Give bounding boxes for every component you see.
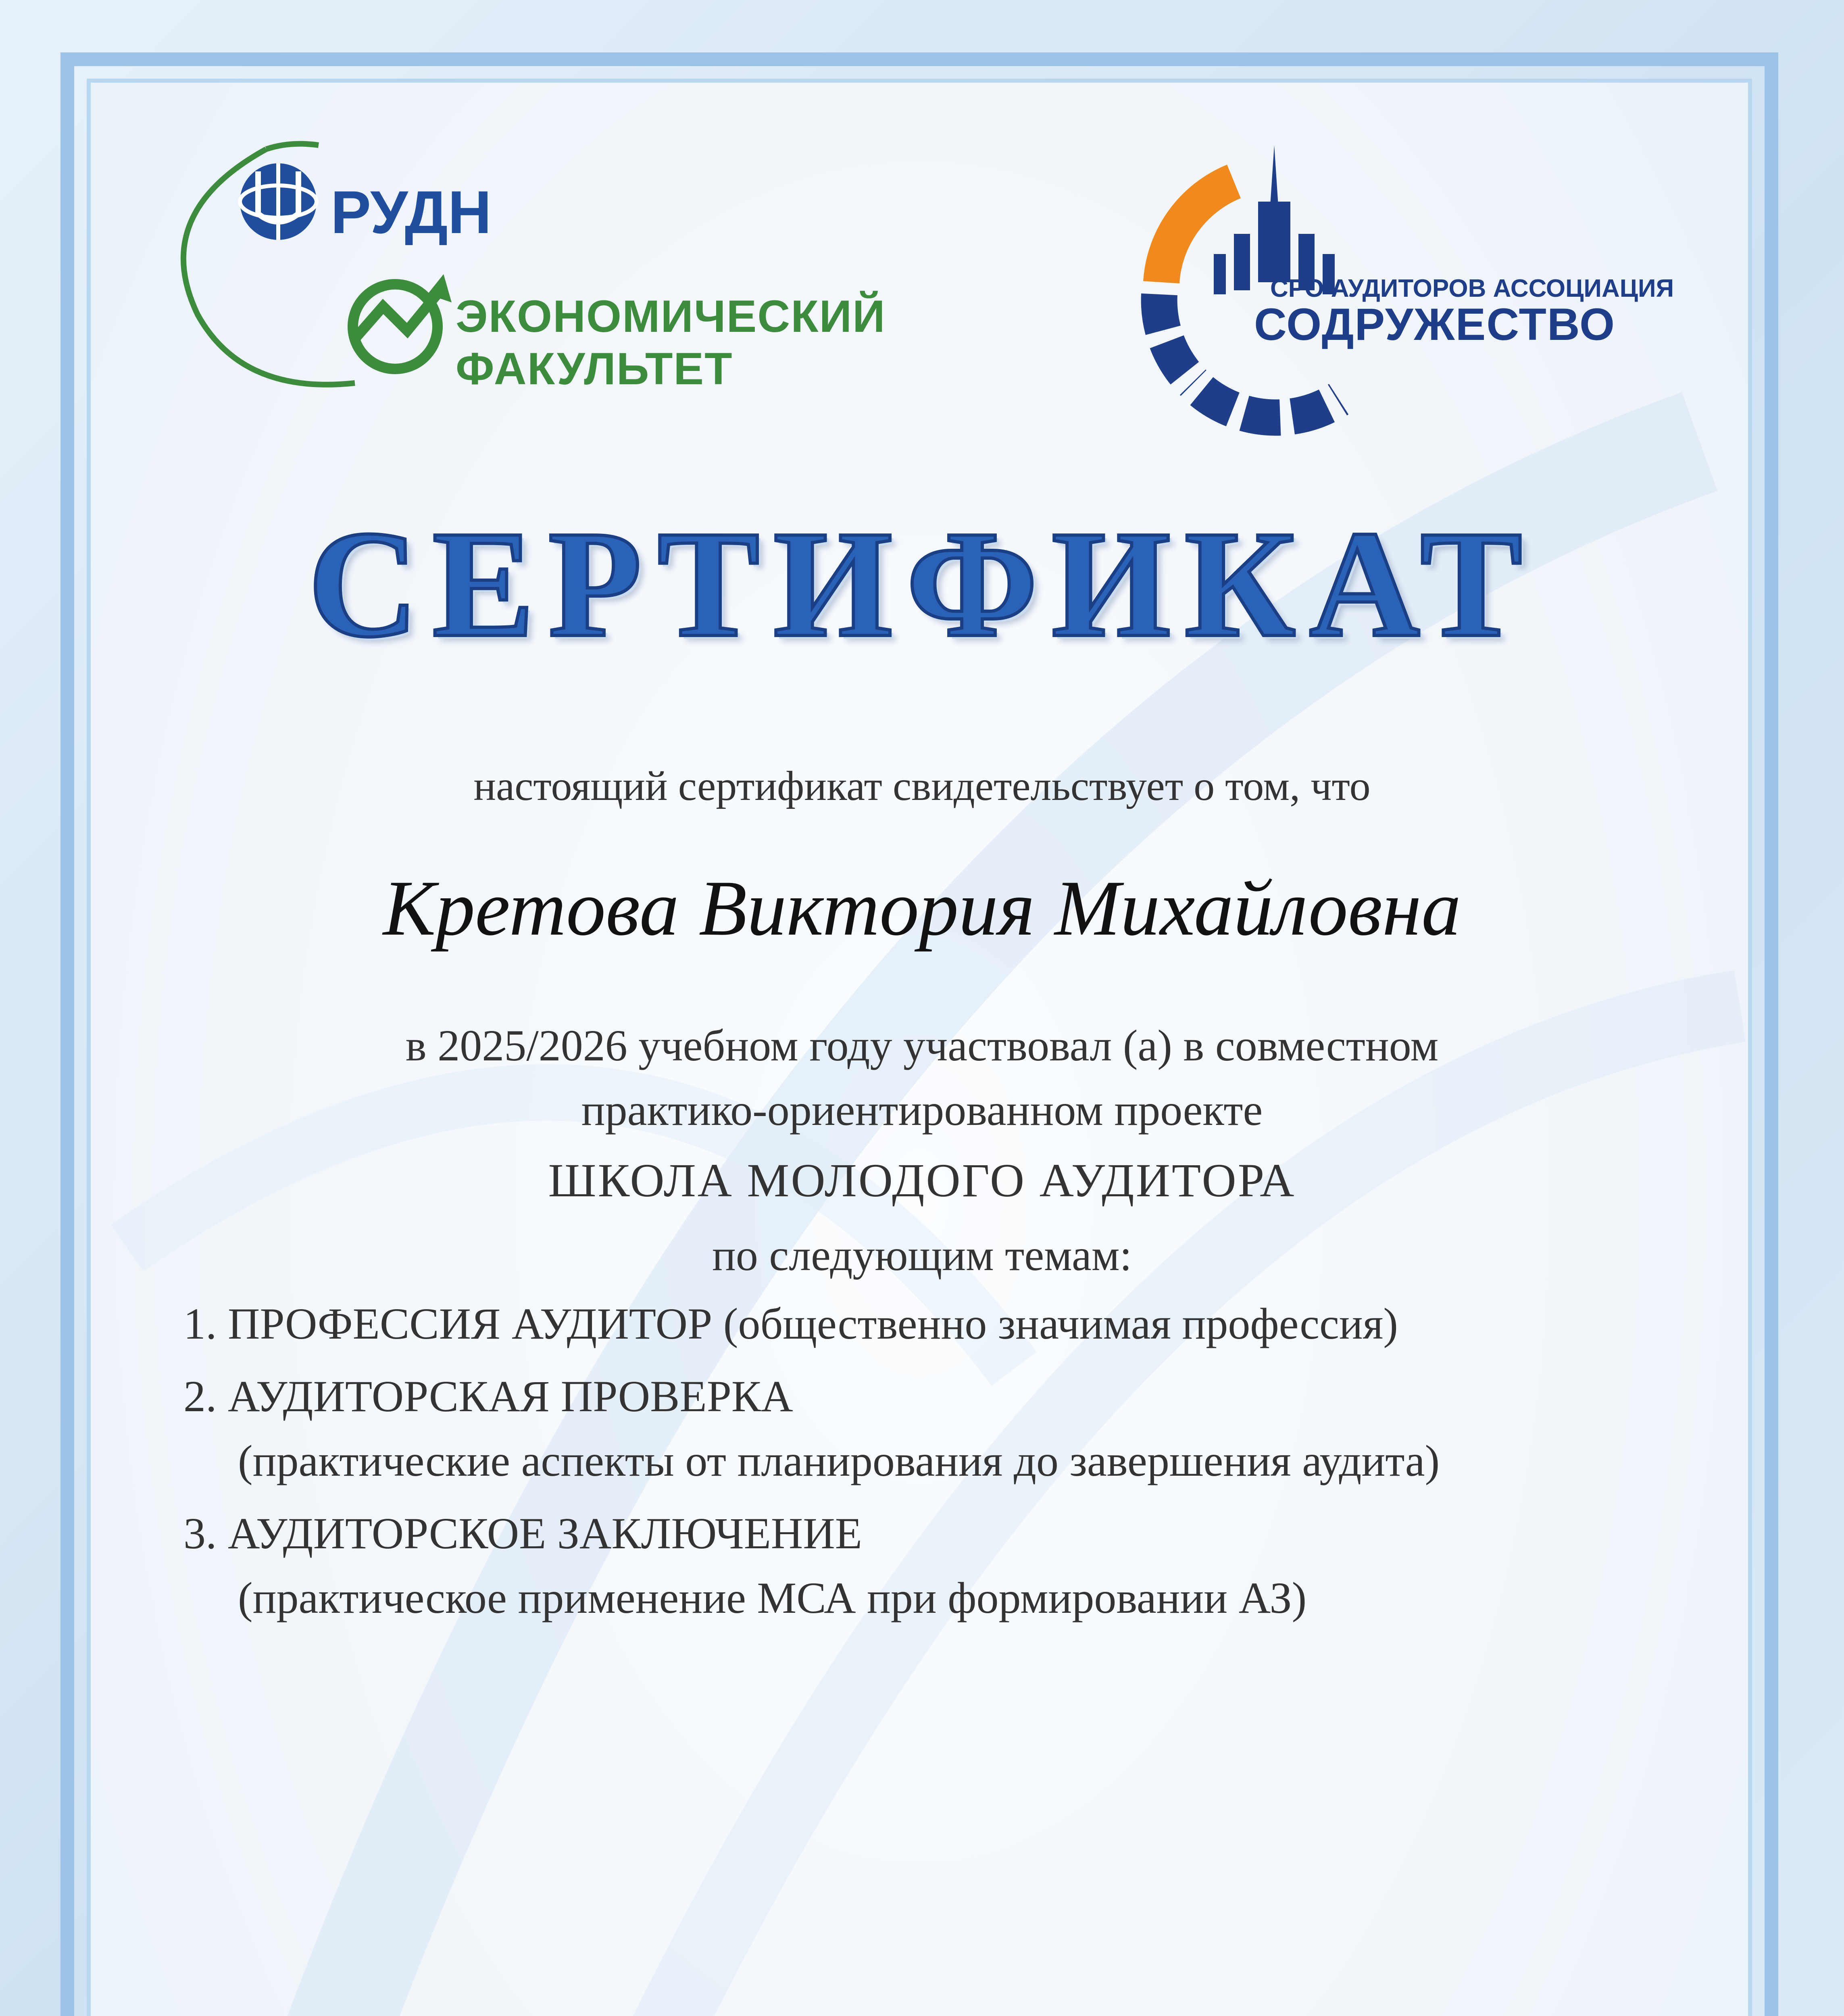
topic-3-title: 3. АУДИТОРСКОЕ ЗАКЛЮЧЕНИЕ	[183, 1509, 862, 1558]
topic-2-detail: (практические аспекты от планирования до завершения аудита)	[238, 1436, 1440, 1485]
recipient-name: Кретова Виктория Михайловна	[383, 864, 1461, 952]
topic-3-detail: (практическое применение МСА при формировании АЗ)	[238, 1573, 1307, 1622]
participation-line1: в 2025/2026 учебном году участвовал (а) в совместном	[405, 1021, 1439, 1070]
topic-2-title: 2. АУДИТОРСКАЯ ПРОВЕРКА	[183, 1372, 793, 1421]
certificate-title: СЕРТИФИКАТ	[308, 499, 1536, 669]
university-building-icon	[1214, 145, 1335, 294]
globe-icon	[240, 163, 317, 240]
sro-logo-line1: СРО АУДИТОРОВ АССОЦИАЦИЯ	[1270, 275, 1674, 302]
faculty-logo-line2: ФАКУЛЬТЕТ	[456, 344, 733, 394]
topic-1-title: 1. ПРОФЕССИЯ АУДИТОР (общественно значимая профессия)	[183, 1299, 1398, 1348]
rudn-logo-text: РУДН	[331, 178, 492, 246]
faculty-logo-line1: ЭКОНОМИЧЕСКИЙ	[456, 291, 886, 342]
intro-text: настоящий сертификат свидетельствует о том, что	[473, 763, 1371, 809]
project-name: ШКОЛА МОЛОДОГО АУДИТОРА	[548, 1154, 1296, 1207]
participation-line2: практико-ориентированном проекте	[581, 1085, 1263, 1135]
topics-lead: по следующим темам:	[712, 1231, 1132, 1280]
sro-logo-line2: СОДРУЖЕСТВО	[1254, 299, 1616, 350]
growth-chart-icon	[353, 274, 452, 369]
